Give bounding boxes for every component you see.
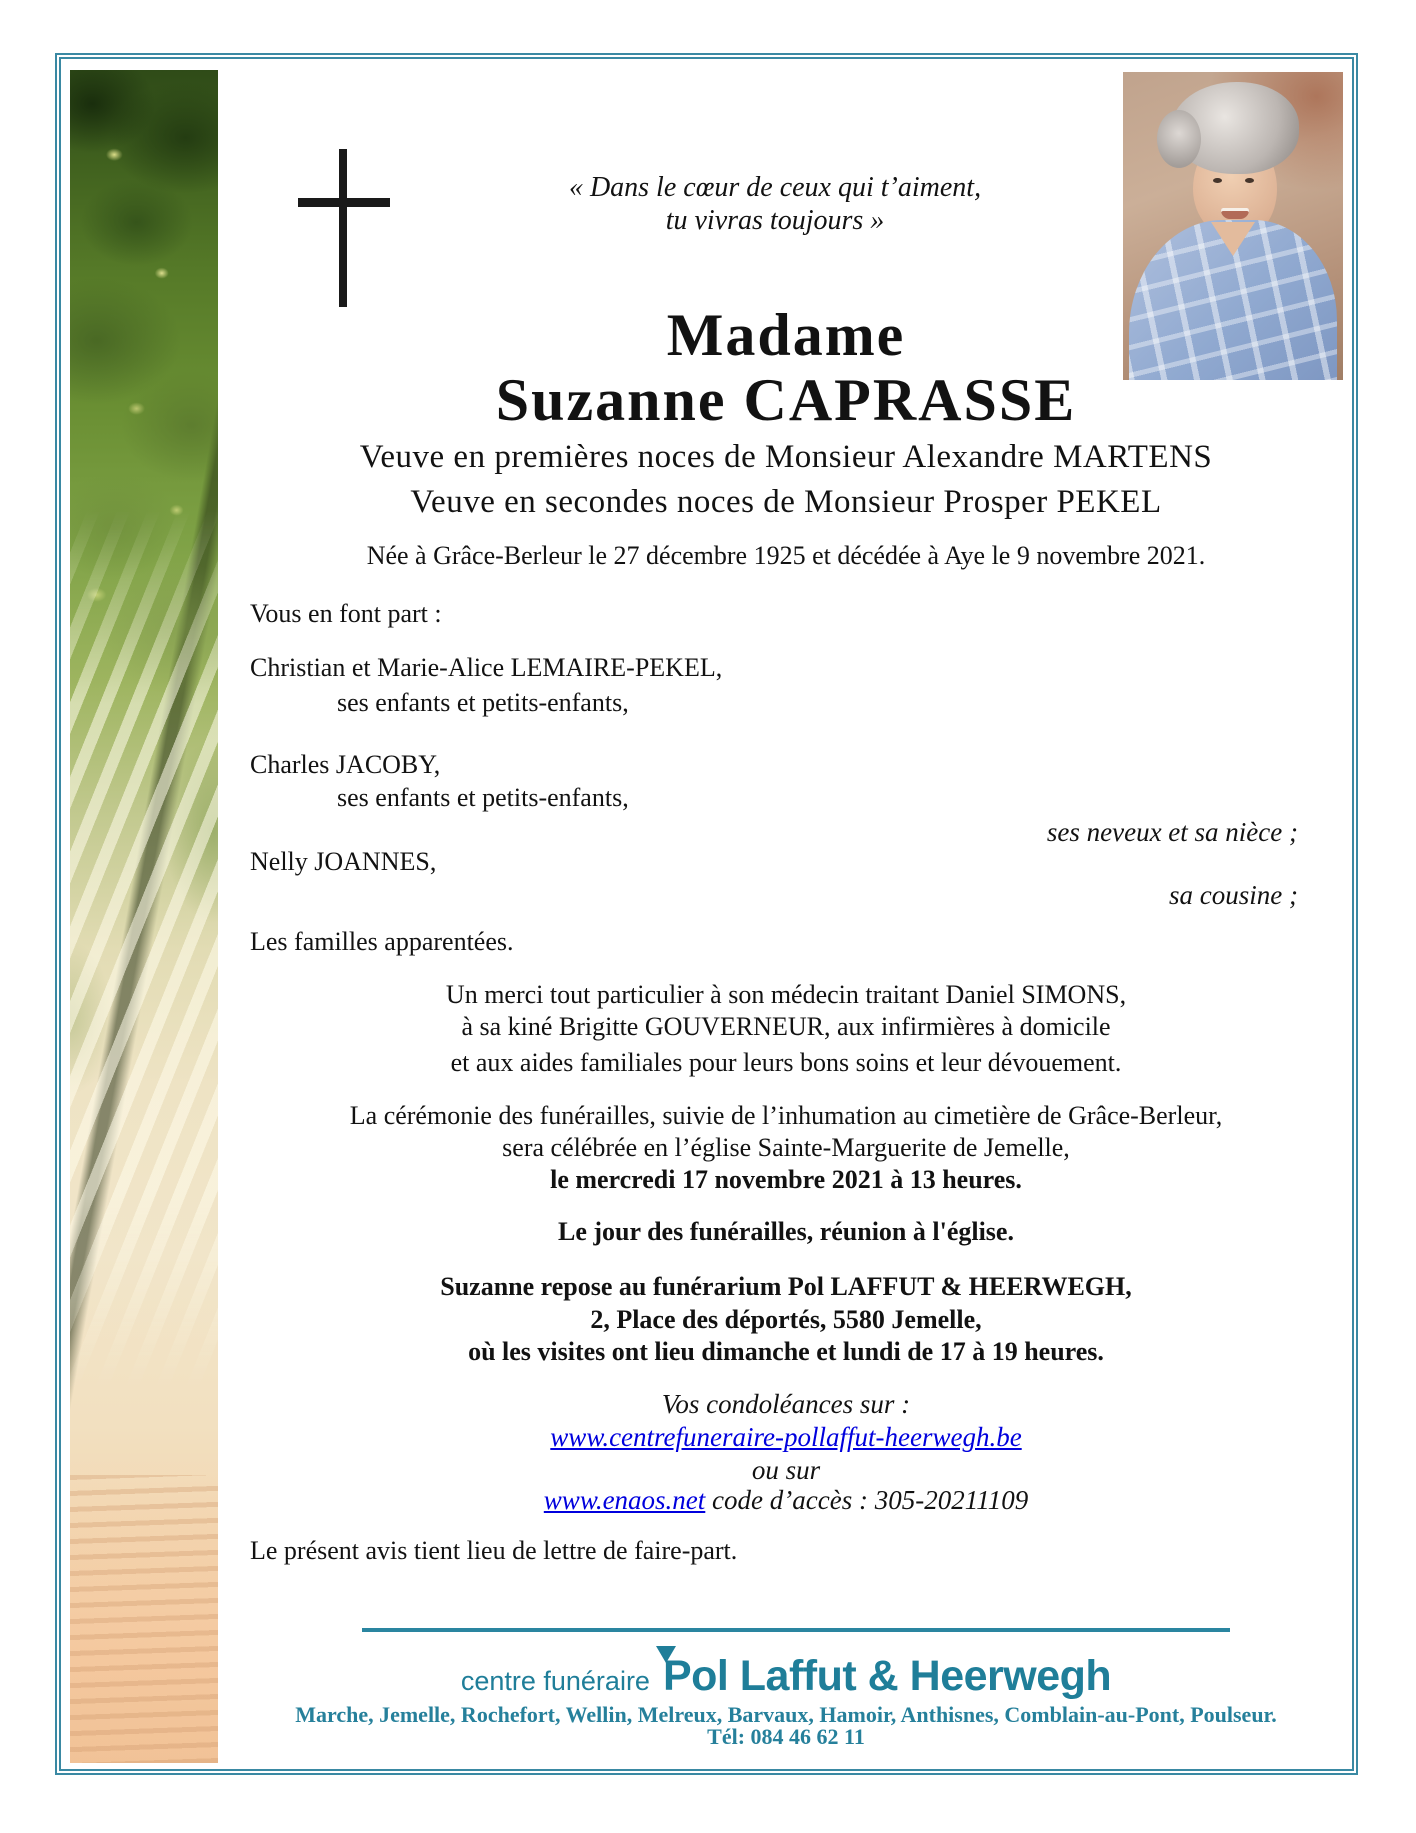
condolences-or: ou sur: [751, 1455, 821, 1485]
ceremony-date: le mercredi 17 novembre 2021 à 13 heures.: [550, 1165, 1022, 1194]
condolences-url1-line: [230, 1424, 1342, 1451]
forest-path-photo: [70, 70, 218, 1763]
family3-names: Nelly JOANNES,: [250, 847, 437, 876]
cross-icon: [298, 149, 390, 307]
condolences-link-2[interactable]: www.enaos.net: [543, 1485, 706, 1515]
birth-death-line: Née à Grâce-Berleur le 27 décembre 1925 et décédée à Aye le 9 novembre 2021.: [366, 541, 1206, 570]
forest-path-ground: [70, 1475, 218, 1763]
family1-names: Christian et Marie-Alice LEMAIRE-PEKEL,: [250, 653, 723, 682]
widow-line-1: Veuve en premières noces de Monsieur Alexandre MARTENS: [359, 439, 1213, 475]
quote-line-1: « Dans le cœur de ceux qui t’aiment,: [568, 172, 982, 203]
deceased-title: Madame: [666, 302, 906, 368]
widow-line-2: Veuve en secondes noces de Monsieur Prosper PEKEL: [410, 484, 1162, 520]
funeral-home-logo: [230, 1652, 1342, 1700]
brand-name: Pol Laffut & Heerwegh: [662, 1652, 1112, 1700]
condolences-url2-line: [230, 1487, 1342, 1514]
family2-sub: ses enfants et petits-enfants,: [337, 783, 629, 812]
family2-names: Charles JACOBY,: [250, 750, 441, 779]
family1-sub: ses enfants et petits-enfants,: [337, 688, 629, 717]
repose-line-1: Suzanne repose au funérarium Pol LAFFUT & HEERWEGH,: [440, 1272, 1132, 1301]
access-code: code d’accès : 305-20211109: [705, 1485, 1029, 1515]
footer-locations: Marche, Jemelle, Rochefort, Wellin, Melreux, Barvaux, Hamoir, Anthisnes, Comblain-au-Pont, Poulseur.: [295, 1702, 1277, 1727]
brand-prefix: centre funéraire: [460, 1666, 650, 1696]
thanks-line-2: à sa kiné Brigitte GOUVERNEUR, aux infirmières à domicile: [461, 1012, 1111, 1041]
thanks-line-3: et aux aides familiales pour leurs bons soins et leur dévouement.: [450, 1048, 1122, 1077]
portrait-hair: [1171, 82, 1299, 174]
condolences-link-1[interactable]: www.centrefuneraire-pollaffut-heerwegh.be: [550, 1422, 1022, 1452]
ceremony-meeting: Le jour des funérailles, réunion à l'église.: [558, 1217, 1014, 1246]
condolences-intro: Vos condoléances sur :: [661, 1389, 911, 1419]
ceremony-line-1: La cérémonie des funérailles, suivie de l’inhumation au cimetière de Grâce-Berleur,: [349, 1101, 1223, 1130]
repose-line-2: 2, Place des déportés, 5580 Jemelle,: [590, 1305, 982, 1334]
repose-line-3: où les visites ont lieu dimanche et lundi de 17 à 19 heures.: [468, 1337, 1104, 1366]
footer-divider: [362, 1628, 1230, 1632]
ceremony-line-2: sera célébrée en l’église Sainte-Marguerite de Jemelle,: [502, 1133, 1070, 1162]
announcement-intro: Vous en font part :: [250, 599, 442, 628]
notice-line: Le présent avis tient lieu de lettre de faire-part.: [250, 1536, 738, 1565]
thanks-line-1: Un merci tout particulier à son médecin traitant Daniel SIMONS,: [445, 980, 1127, 1009]
footer-phone: Tél: 084 46 62 11: [707, 1724, 865, 1749]
relation-cousin: sa cousine ;: [1169, 880, 1298, 910]
sun-rays: [70, 510, 218, 1390]
deceased-name: Suzanne CAPRASSE: [495, 367, 1077, 433]
families-line: Les familles apparentées.: [250, 927, 514, 956]
quote-line-2: tu vivras toujours »: [665, 205, 885, 236]
relation-nieces: ses neveux et sa nièce ;: [1046, 817, 1298, 847]
